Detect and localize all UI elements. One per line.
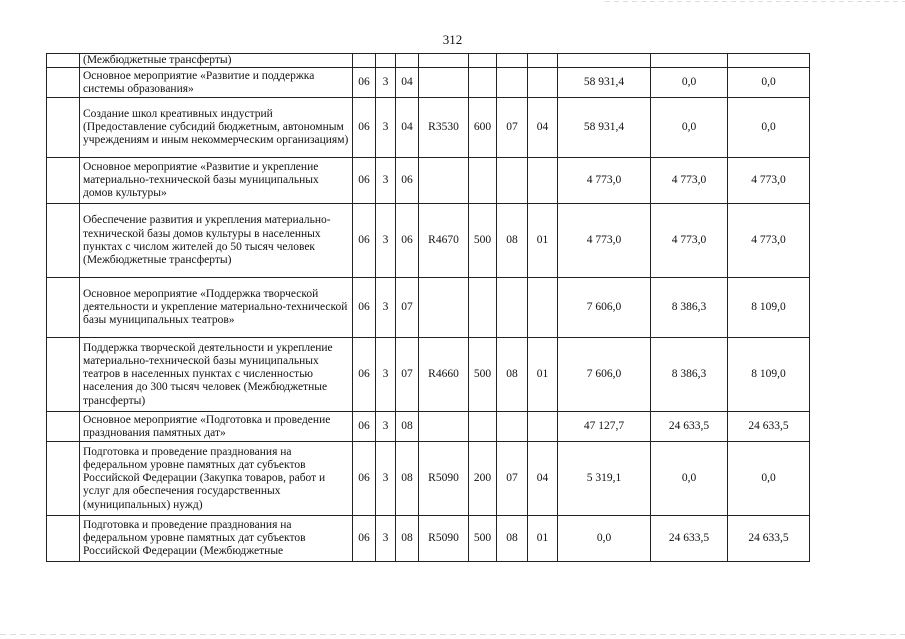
subprogram-code-cell: 3 [376,442,396,516]
expense-type-cell [469,412,497,442]
target-code-cell [419,278,469,338]
item-name-cell: Подготовка и проведение празднования на федеральном уровне памятных дат субъектов Российской Федерации (Закупка товаров, работ и услуг для обеспечения государственных (муниципальных) нужд) [80,442,353,516]
event-code-cell: 07 [396,338,419,412]
row-number-cell [47,98,80,158]
scan-edge-bottom [0,634,905,635]
subsection-code-cell: 01 [528,516,558,562]
table-row [47,442,810,516]
amount-year3-cell: 8 109,0 [728,338,810,412]
amount-year3-cell: 0,0 [728,68,810,98]
section-code-cell: 08 [497,338,528,412]
table-row [47,412,810,442]
item-name-cell: Основное мероприятие «Поддержка творческой деятельности и укрепление материально-технической базы муниципальных театров» [80,278,353,338]
subsection-code-cell: 04 [528,98,558,158]
subsection-code-cell: 04 [528,442,558,516]
item-name-cell: Обеспечение развития и укрепления материально-технической базы домов культуры в населенных пунктах с числом жителей до 50 тысяч человек (Межбюджетные трансферты) [80,204,353,278]
table-row [47,204,810,278]
expense-type-cell: 500 [469,204,497,278]
event-code-cell [396,54,419,68]
table-row [47,158,810,204]
program-code-cell [353,54,376,68]
expense-type-cell: 500 [469,516,497,562]
program-code-cell: 06 [353,412,376,442]
amount-year2-cell: 0,0 [651,68,728,98]
event-code-cell: 08 [396,442,419,516]
item-name-cell: Создание школ креативных индустрий (Предоставление субсидий бюджетным, автономным учреждениям и иным некоммерческим организациям) [80,98,353,158]
amount-year3-cell: 24 633,5 [728,412,810,442]
table-row [47,68,810,98]
expense-type-cell [469,54,497,68]
amount-year1-cell: 5 319,1 [558,442,651,516]
amount-year3-cell: 0,0 [728,442,810,516]
event-code-cell: 04 [396,68,419,98]
amount-year1-cell: 7 606,0 [558,338,651,412]
item-name-cell: Поддержка творческой деятельности и укрепление материально-технической базы муниципальных театров в населенных пунктах с численностью населения до 300 тысяч человек (Межбюджетные трансферты) [80,338,353,412]
table-row [47,516,810,562]
row-number-cell [47,68,80,98]
event-code-cell: 07 [396,278,419,338]
amount-year1-cell: 58 931,4 [558,68,651,98]
amount-year2-cell: 8 386,3 [651,338,728,412]
expense-type-cell: 600 [469,98,497,158]
amount-year2-cell: 0,0 [651,442,728,516]
subprogram-code-cell: 3 [376,158,396,204]
program-code-cell: 06 [353,158,376,204]
amount-year2-cell: 4 773,0 [651,158,728,204]
section-code-cell [497,68,528,98]
expense-type-cell [469,278,497,338]
event-code-cell: 08 [396,412,419,442]
section-code-cell: 07 [497,442,528,516]
section-code-cell [497,278,528,338]
item-name-cell: Основное мероприятие «Развитие и укрепление материально-технической базы муниципальных домов культуры» [80,158,353,204]
amount-year3-cell: 4 773,0 [728,204,810,278]
target-code-cell: R3530 [419,98,469,158]
table-row [47,338,810,412]
subsection-code-cell [528,54,558,68]
subprogram-code-cell: 3 [376,204,396,278]
row-number-cell [47,442,80,516]
amount-year1-cell: 58 931,4 [558,98,651,158]
expense-type-cell: 500 [469,338,497,412]
target-code-cell: R5090 [419,516,469,562]
amount-year1-cell: 0,0 [558,516,651,562]
expense-type-cell: 200 [469,442,497,516]
amount-year2-cell: 24 633,5 [651,412,728,442]
budget-table [46,53,810,562]
subprogram-code-cell: 3 [376,68,396,98]
section-code-cell [497,412,528,442]
subprogram-code-cell [376,54,396,68]
amount-year3-cell: 24 633,5 [728,516,810,562]
program-code-cell: 06 [353,442,376,516]
target-code-cell [419,54,469,68]
amount-year3-cell: 8 109,0 [728,278,810,338]
amount-year2-cell: 0,0 [651,98,728,158]
amount-year1-cell: 4 773,0 [558,204,651,278]
row-number-cell [47,158,80,204]
subsection-code-cell: 01 [528,338,558,412]
amount-year1-cell: 7 606,0 [558,278,651,338]
row-number-cell [47,338,80,412]
amount-year1-cell [558,54,651,68]
section-code-cell: 08 [497,516,528,562]
program-code-cell: 06 [353,204,376,278]
table-row [47,54,810,68]
row-number-cell [47,278,80,338]
section-code-cell [497,158,528,204]
item-name-cell: Основное мероприятие «Развитие и поддержка системы образования» [80,68,353,98]
amount-year2-cell: 8 386,3 [651,278,728,338]
row-number-cell [47,204,80,278]
program-code-cell: 06 [353,68,376,98]
amount-year1-cell: 47 127,7 [558,412,651,442]
event-code-cell: 04 [396,98,419,158]
event-code-cell: 08 [396,516,419,562]
section-code-cell: 08 [497,204,528,278]
target-code-cell: R5090 [419,442,469,516]
section-code-cell: 07 [497,98,528,158]
target-code-cell: R4660 [419,338,469,412]
amount-year3-cell: 4 773,0 [728,158,810,204]
amount-year2-cell: 4 773,0 [651,204,728,278]
program-code-cell: 06 [353,338,376,412]
subsection-code-cell [528,278,558,338]
item-name-cell: Основное мероприятие «Подготовка и проведение празднования памятных дат» [80,412,353,442]
section-code-cell [497,54,528,68]
table-row [47,278,810,338]
event-code-cell: 06 [396,158,419,204]
amount-year2-cell [651,54,728,68]
subsection-code-cell [528,158,558,204]
subprogram-code-cell: 3 [376,412,396,442]
program-code-cell: 06 [353,516,376,562]
page-number: 312 [442,32,463,47]
subprogram-code-cell: 3 [376,338,396,412]
row-number-cell [47,516,80,562]
program-code-cell: 06 [353,98,376,158]
item-name-cell: Подготовка и проведение празднования на федеральном уровне памятных дат субъектов Российской Федерации (Межбюджетные [80,516,353,562]
amount-year2-cell: 24 633,5 [651,516,728,562]
target-code-cell [419,68,469,98]
subprogram-code-cell: 3 [376,516,396,562]
row-number-cell [47,54,80,68]
subprogram-code-cell: 3 [376,278,396,338]
target-code-cell [419,412,469,442]
program-code-cell: 06 [353,278,376,338]
subprogram-code-cell: 3 [376,98,396,158]
expense-type-cell [469,68,497,98]
amount-year3-cell [728,54,810,68]
target-code-cell [419,158,469,204]
subsection-code-cell [528,68,558,98]
amount-year3-cell: 0,0 [728,98,810,158]
subsection-code-cell [528,412,558,442]
event-code-cell: 06 [396,204,419,278]
table-row [47,98,810,158]
item-name-cell: (Межбюджетные трансферты) [80,54,353,68]
target-code-cell: R4670 [419,204,469,278]
scan-edge-top [605,1,905,2]
expense-type-cell [469,158,497,204]
subsection-code-cell: 01 [528,204,558,278]
amount-year1-cell: 4 773,0 [558,158,651,204]
row-number-cell [47,412,80,442]
